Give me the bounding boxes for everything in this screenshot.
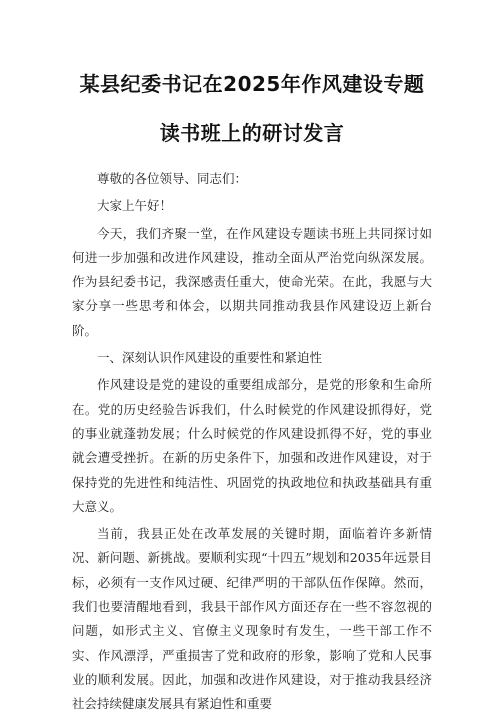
- paragraph-current-situation: 当前，我县正处在改革发展的关键时期，面临着许多新情况、新问题、新挑战。要顺利实现“十四五”规划和2035年远景目标，必须有一支作风过硬、纪律严明的干部队伍作保障。然而，我们也要清醒地看到，我县干部作风方面还存在一些不容忽视的问题，如形式主义、官僚主义现象时有发生，一些干部工作不实、作风漂浮，严重损害了党和政府的形象，影响了党和人民事业的顺利发展。因此，加强和改进作风建设，对于推动我县经济社会持续健康发展具有紧迫性和重要: [72, 526, 432, 712]
- paragraph-importance: 作风建设是党的建设的重要组成部分，是党的形象和生命所在。党的历史经验告诉我们，什么时候党的作风建设抓得好，党的事业就蓬勃发展；什么时候党的作风建设抓得不好，党的事业就会遭受挫折。在新的历史条件下，加强和改进作风建设，对于保持党的先进性和纯洁性、巩固党的执政地位和执政基础具有重大意义。: [72, 377, 432, 514]
- salutation: 尊敬的各位领导、同志们：: [97, 171, 248, 186]
- title-line-2: 读书班上的研讨发言: [159, 121, 345, 145]
- title-line-1: 某县纪委书记在2025年作风建设专题: [79, 72, 425, 96]
- document-title: [72, 60, 432, 147]
- paragraph-intro: 今天，我们齐聚一堂，在作风建设专题读书班上共同探讨如何进一步加强和改进作风建设，推动全面从严治党向纵深发展。作为县纪委书记，我深感责任重大，使命光荣。在此，我愿与大家分享一些思考和体会，以期共同推动我县作风建设迈上新台阶。: [72, 225, 432, 338]
- document-body: [72, 167, 432, 717]
- greeting: 大家上午好！: [97, 198, 173, 214]
- section-heading-1: 一、深刻认识作风建设的重要性和紧迫性: [97, 350, 323, 366]
